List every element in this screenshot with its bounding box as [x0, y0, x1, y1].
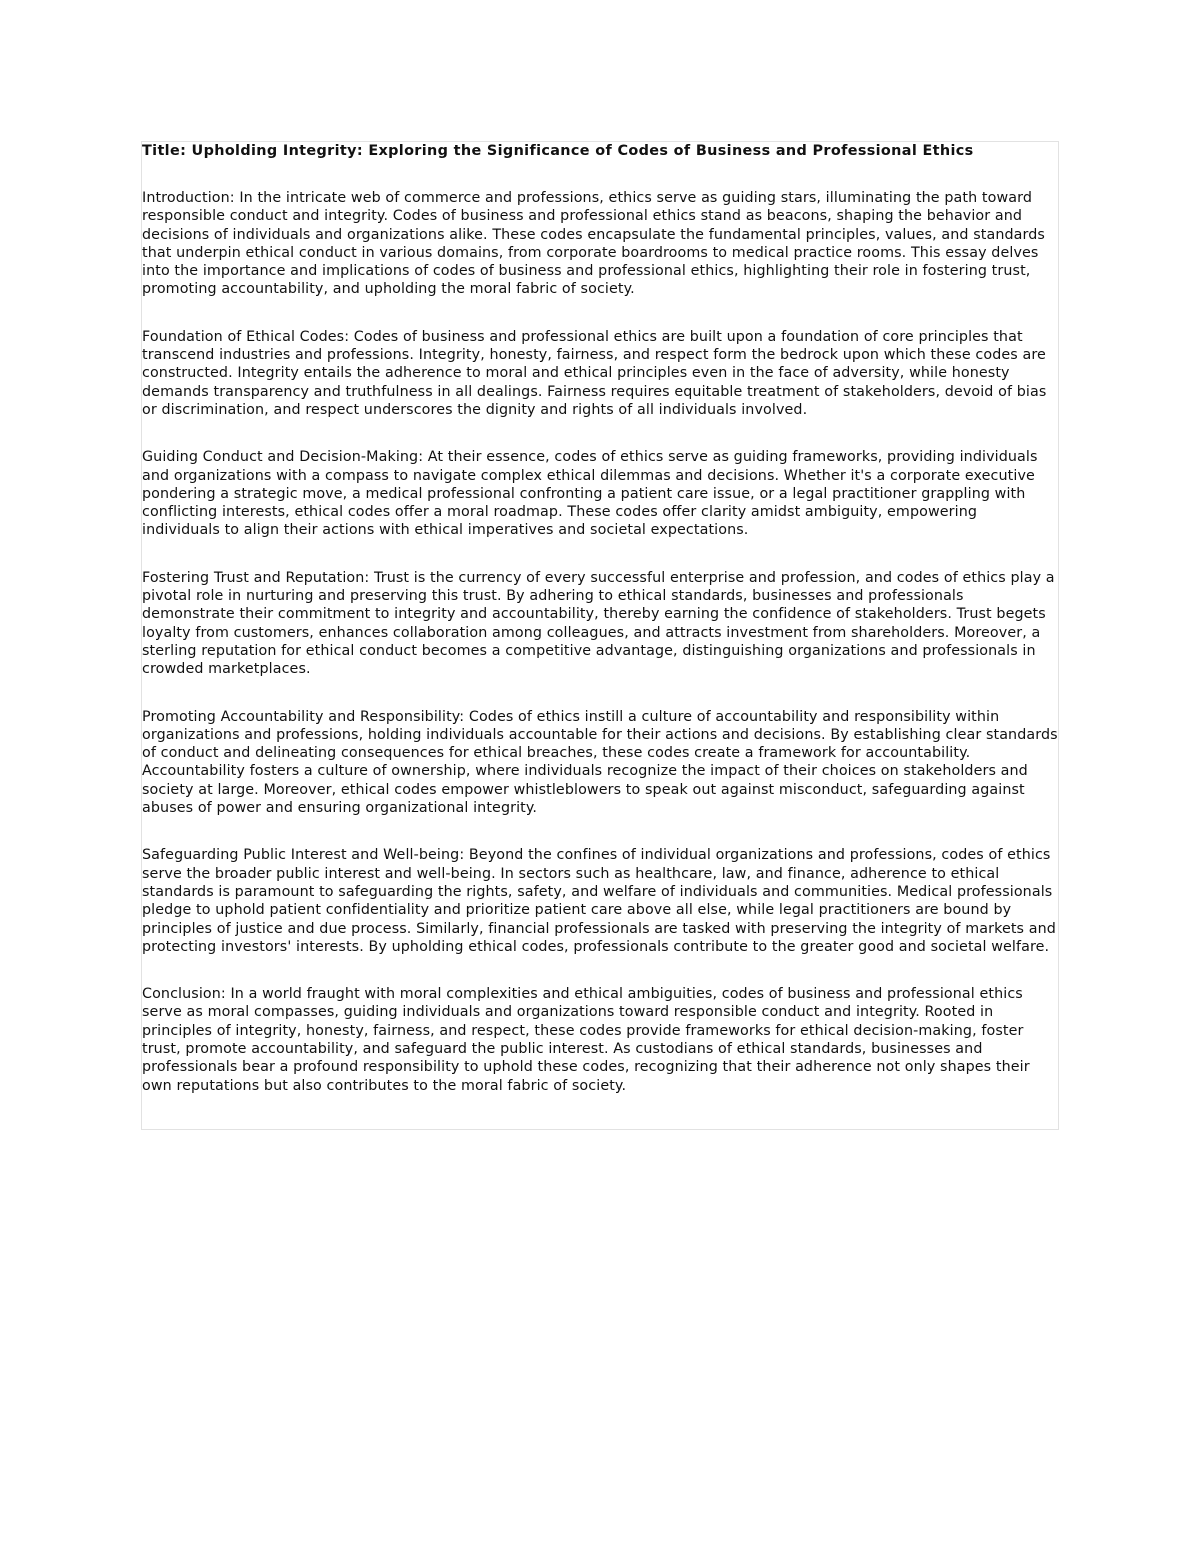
paragraph-public-interest: Safeguarding Public Interest and Well-being: Beyond the confines of individual organizations and professions, codes of ethics serve the broader public interest and well-being. In sectors such as healthcare, law, and finance, adherence to ethical standards is paramount to safeguarding the rights, safety, and welfare of individuals and communities. Medical professionals pledge to uphold patient confidentiality and prioritize patient care above all else, while legal practitioners are bound by principles of justice and due process. Similarly, financial professionals are tasked with preserving the integrity of markets and protecting investors' interests. By upholding ethical codes, professionals contribute to the greater good and societal welfare. — [142, 847, 1056, 955]
paragraph-guiding-conduct: Guiding Conduct and Decision-Making: At their essence, codes of ethics serve as guiding frameworks, providing individuals and organizations with a compass to navigate complex ethical dilemmas and decisions. Whether it's a corporate executive pondering a strategic move, a medical professional confronting a patient care issue, or a legal practitioner grappling with conflicting interests, ethical codes offer a moral roadmap. These codes offer clarity amidst ambiguity, empowering individuals to align their actions with ethical imperatives and societal expectations. — [142, 449, 1038, 539]
document-title: Title: Upholding Integrity: Exploring the Significance of Codes of Business and Professional Ethics — [142, 143, 974, 159]
document-page — [141, 141, 1059, 1130]
paragraph-introduction: Introduction: In the intricate web of commerce and professions, ethics serve as guiding stars, illuminating the path toward responsible conduct and integrity. Codes of business and professional ethics stand as beacons, shaping the behavior and decisions of individuals and organizations alike. These codes encapsulate the fundamental principles, values, and standards that underpin ethical conduct in various domains, from corporate boardrooms to medical practice rooms. This essay delves into the importance and implications of codes of business and professional ethics, highlighting their role in fostering trust, promoting accountability, and upholding the moral fabric of society. — [142, 190, 1045, 298]
paragraph-fostering-trust: Fostering Trust and Reputation: Trust is the currency of every successful enterprise and profession, and codes of ethics play a pivotal role in nurturing and preserving this trust. By adhering to ethical standards, businesses and professionals demonstrate their commitment to integrity and accountability, thereby earning the confidence of stakeholders. Trust begets loyalty from customers, enhances collaboration among colleagues, and attracts investment from shareholders. Moreover, a sterling reputation for ethical conduct becomes a competitive advantage, distinguishing organizations and professionals in crowded marketplaces. — [142, 569, 1055, 678]
paragraph-accountability: Promoting Accountability and Responsibility: Codes of ethics instill a culture of accountability and responsibility within organizations and professions, holding individuals accountable for their actions and decisions. By establishing clear standards of conduct and delineating consequences for ethical breaches, these codes create a framework for accountability. Accountability fosters a culture of ownership, where individuals recognize the impact of their choices on stakeholders and society at large. Moreover, ethical codes empower whistleblowers to speak out against misconduct, safeguarding against abuses of power and ensuring organizational integrity. — [142, 708, 1058, 817]
paragraph-conclusion: Conclusion: In a world fraught with moral complexities and ethical ambiguities, codes of business and professional ethics serve as moral compasses, guiding individuals and organizations toward responsible conduct and integrity. Rooted in principles of integrity, honesty, fairness, and respect, these codes provide frameworks for ethical decision-making, foster trust, promote accountability, and safeguard the public interest. As custodians of ethical standards, businesses and professionals bear a profound responsibility to uphold these codes, recognizing that their adherence not only shapes their own reputations but also contributes to the moral fabric of society. — [142, 986, 1030, 1094]
paragraph-foundation: Foundation of Ethical Codes: Codes of business and professional ethics are built upon a foundation of core principles that transcend industries and professions. Integrity, honesty, fairness, and respect form the bedrock upon which these codes are constructed. Integrity entails the adherence to moral and ethical principles even in the face of adversity, while honesty demands transparency and truthfulness in all dealings. Fairness requires equitable treatment of stakeholders, devoid of bias or discrimination, and respect underscores the dignity and rights of all individuals involved. — [142, 328, 1047, 418]
